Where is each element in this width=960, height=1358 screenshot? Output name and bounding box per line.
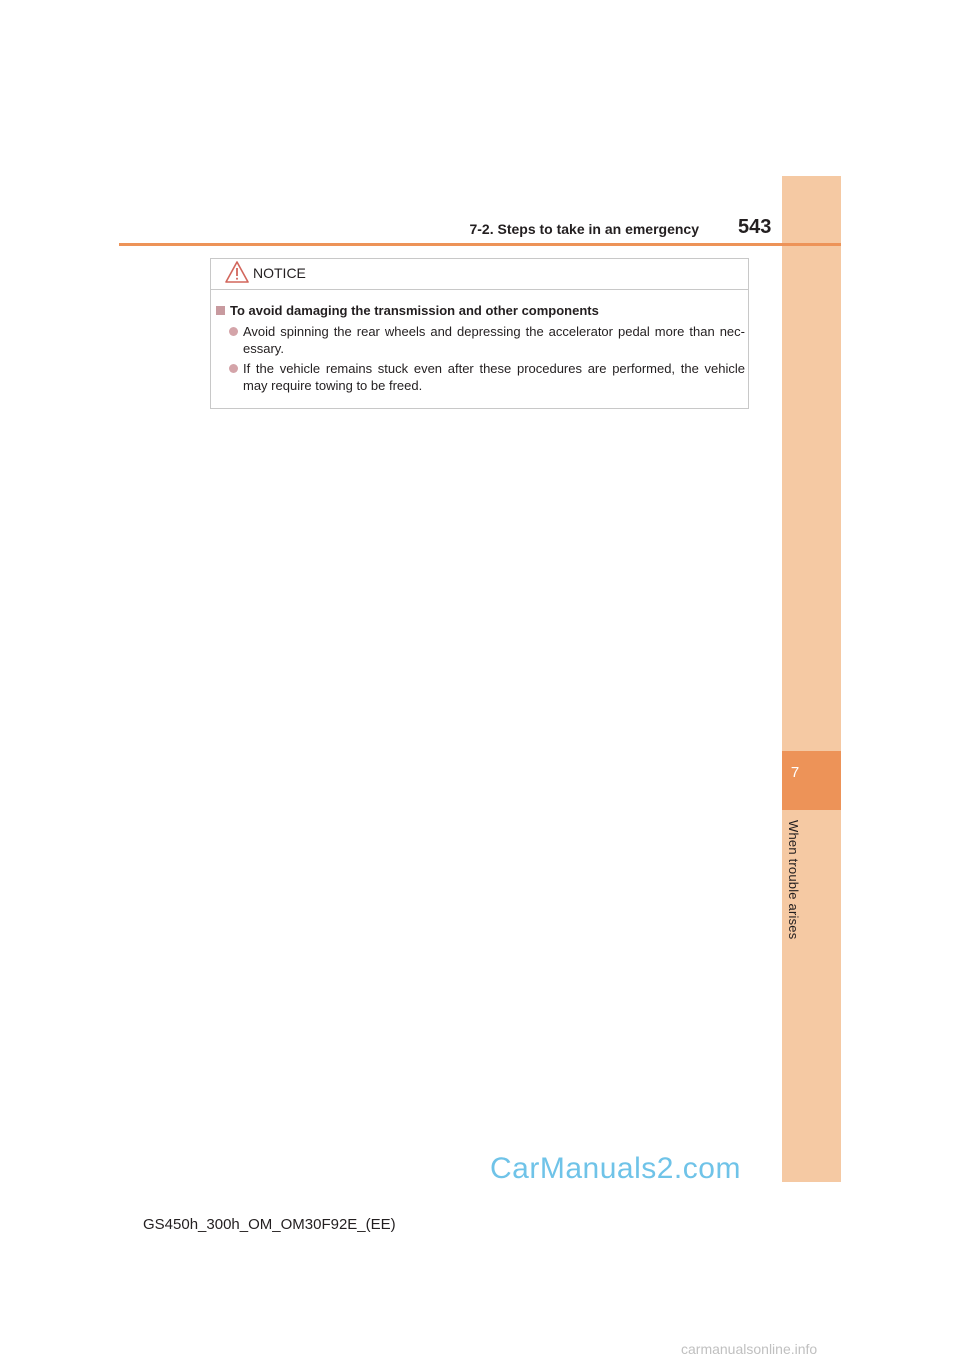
- section-title: 7-2. Steps to take in an emergency: [469, 221, 699, 237]
- notice-box: [210, 258, 749, 409]
- footer-code: GS450h_300h_OM_OM30F92E_(EE): [143, 1216, 396, 1233]
- chapter-number: 7: [790, 764, 800, 781]
- notice-bullet: [229, 360, 745, 394]
- warning-triangle-icon: [225, 261, 249, 283]
- header-rule: [119, 243, 841, 246]
- notice-header: [211, 259, 748, 290]
- chapter-side-tab: [782, 176, 841, 1182]
- watermark-logo: CarManuals2.com: [490, 1152, 741, 1185]
- page-number: 543: [738, 216, 772, 238]
- notice-label: NOTICE: [253, 265, 306, 281]
- notice-bullet: [229, 323, 745, 357]
- chapter-title: When trouble arises: [786, 820, 801, 940]
- notice-bullet-text: Avoid spinning the rear wheels and depressing the accelerator pedal more than nec-essary.: [243, 324, 745, 356]
- square-bullet-icon: [216, 306, 225, 315]
- circle-bullet-icon: [229, 327, 238, 336]
- watermark-site: carmanualsonline.info: [681, 1341, 818, 1357]
- notice-bullet-text: If the vehicle remains stuck even after these procedures are performed, the vehicle may require towing to be freed.: [243, 361, 745, 393]
- notice-heading-text: To avoid damaging the transmission and other components: [230, 303, 599, 318]
- circle-bullet-icon: [229, 364, 238, 373]
- notice-heading: [216, 303, 599, 318]
